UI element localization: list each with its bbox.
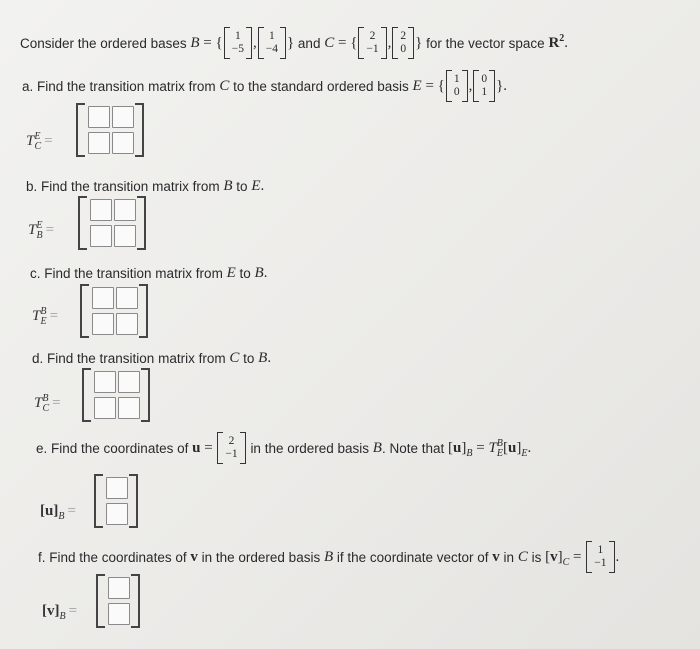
part-f-vector-answer <box>96 574 140 628</box>
intro-line: Consider the ordered bases B = { 1 −5 , 1 −4 } and C = { 2 −1 , 2 0 } for the vector space $R^2$ . <box>20 27 568 59</box>
basis-e-vector-1: 1 0 <box>446 70 468 102</box>
matrix-entry-input[interactable] <box>114 199 136 221</box>
matrix-entry-input[interactable] <box>90 199 112 221</box>
intro-tail: for the vector space <box>426 35 545 51</box>
basis-b-vector-1: 1 −5 <box>224 27 252 59</box>
matrix-entry-input[interactable] <box>88 132 110 154</box>
part-a-prompt: a. Find the transition matrix from C to the standard ordered basis E = { 1 0 , 0 1 }. <box>22 70 507 102</box>
matrix-entry-input[interactable] <box>88 106 110 128</box>
part-e-answer-label: $[u]_B$ = <box>40 503 76 522</box>
part-b-answer-label: $T^E_B$ = <box>28 220 55 241</box>
basis-e-vector-2: 0 1 <box>473 70 495 102</box>
matrix-entry-input[interactable] <box>90 225 112 247</box>
matrix-entry-input[interactable] <box>92 313 114 335</box>
part-d-prompt: d. Find the transition matrix from C to B . <box>32 350 272 366</box>
vector-v-in-c: 1 −1 <box>586 541 614 573</box>
part-a-matrix <box>76 103 144 157</box>
intro-and: and <box>297 35 321 51</box>
part-d-matrix <box>82 368 150 422</box>
part-e-prompt: e. Find the coordinates of u = 2 −1 in the ordered basis B . Note that $[u]_B = T^B_E[u]_E$. <box>36 432 531 464</box>
vector-entry-input[interactable] <box>108 577 130 599</box>
basis-b-symbol: B <box>190 34 200 51</box>
part-e-vector-answer <box>94 474 138 528</box>
basis-c-symbol: C <box>324 34 335 51</box>
basis-c-vector-1: 2 −1 <box>358 27 386 59</box>
matrix-entry-input[interactable] <box>94 371 116 393</box>
part-b-prompt: b. Find the transition matrix from B to E . <box>26 178 265 194</box>
part-c-answer-label: $T^B_E$ = <box>32 306 59 327</box>
basis-c-vector-2: 2 0 <box>392 27 414 59</box>
vector-entry-input[interactable] <box>106 477 128 499</box>
vector-space-symbol: $R^2$ <box>548 32 565 51</box>
part-c-matrix <box>80 284 148 338</box>
matrix-entry-input[interactable] <box>112 132 134 154</box>
part-f-answer-label: $[v]_B$ = <box>42 603 78 622</box>
part-b-matrix <box>78 196 146 250</box>
part-e-identity: $[u]_B = T^B_E[u]_E$. <box>448 437 532 459</box>
vector-entry-input[interactable] <box>108 603 130 625</box>
matrix-entry-input[interactable] <box>118 397 140 419</box>
part-a-answer-label: $T^E_C$ = <box>26 131 53 152</box>
basis-b-vector-2: 1 −4 <box>258 27 286 59</box>
part-f-prompt: f. Find the coordinates of v in the ordered basis B if the coordinate vector of v in C is $[v]_C$ = 1 −1 . <box>38 541 619 573</box>
part-d-answer-label: $T^B_C$ = <box>34 393 61 414</box>
intro-consider: Consider the ordered bases <box>20 35 187 51</box>
matrix-entry-input[interactable] <box>118 371 140 393</box>
matrix-entry-input[interactable] <box>114 225 136 247</box>
vector-entry-input[interactable] <box>106 503 128 525</box>
part-c-prompt: c. Find the transition matrix from E to B . <box>30 265 268 281</box>
matrix-entry-input[interactable] <box>92 287 114 309</box>
matrix-entry-input[interactable] <box>116 313 138 335</box>
vector-u: 2 −1 <box>217 432 245 464</box>
matrix-entry-input[interactable] <box>112 106 134 128</box>
matrix-entry-input[interactable] <box>116 287 138 309</box>
matrix-entry-input[interactable] <box>94 397 116 419</box>
